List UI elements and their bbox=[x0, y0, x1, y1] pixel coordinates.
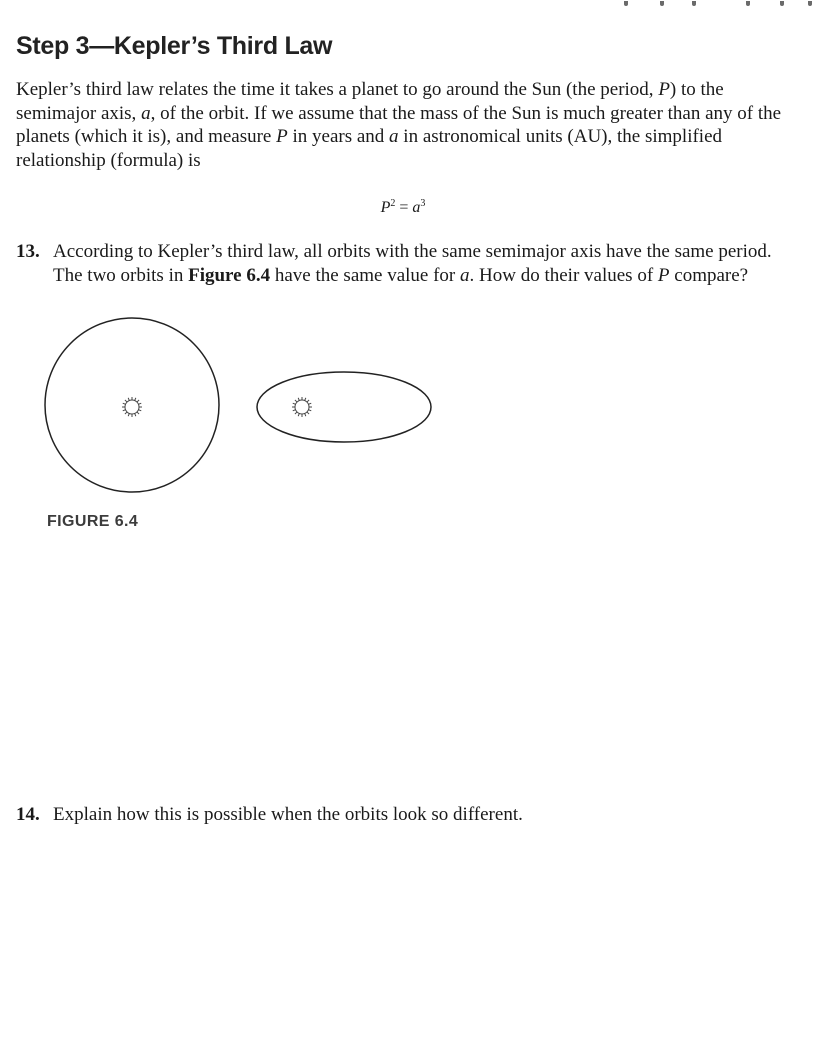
sun-icon bbox=[122, 397, 142, 417]
question-14 bbox=[16, 803, 806, 829]
question-13 bbox=[16, 240, 806, 292]
kepler-formula: $P^2 = a^3$ bbox=[380, 198, 426, 216]
page-edge-text-fragment bbox=[614, 0, 814, 6]
question-number: 14. bbox=[16, 804, 40, 825]
elliptical-orbit bbox=[257, 372, 431, 442]
section-heading: Step 3—Kepler’s Third Law bbox=[16, 32, 333, 60]
orbit-figure bbox=[40, 312, 440, 502]
formula-axis-var: a bbox=[412, 199, 421, 216]
figure-reference: Figure 6.4 bbox=[188, 265, 271, 286]
question-number: 13. bbox=[16, 241, 40, 262]
figure-caption: FIGURE 6.4 bbox=[47, 513, 139, 530]
question-text: According to Kepler’s third law, all orbits with the same semimajor axis have the same period. The two orbits in Figure 6.4 have the same value for a. How do their values of P compare? bbox=[53, 241, 772, 286]
question-text: Explain how this is possible when the orbits look so different. bbox=[53, 804, 523, 825]
sun-icon bbox=[292, 397, 312, 417]
formula-period-var: P bbox=[380, 199, 391, 216]
intro-paragraph: Kepler’s third law relates the time it takes a planet to go around the Sun (the period, P) to the semimajor axis, a, of the orbit. If we assume that the mass of the Sun is much greater than any of the planets (which it is), and measure P in years and a in astronomical units (AU), the simplified relationship (formula) is bbox=[16, 79, 782, 171]
